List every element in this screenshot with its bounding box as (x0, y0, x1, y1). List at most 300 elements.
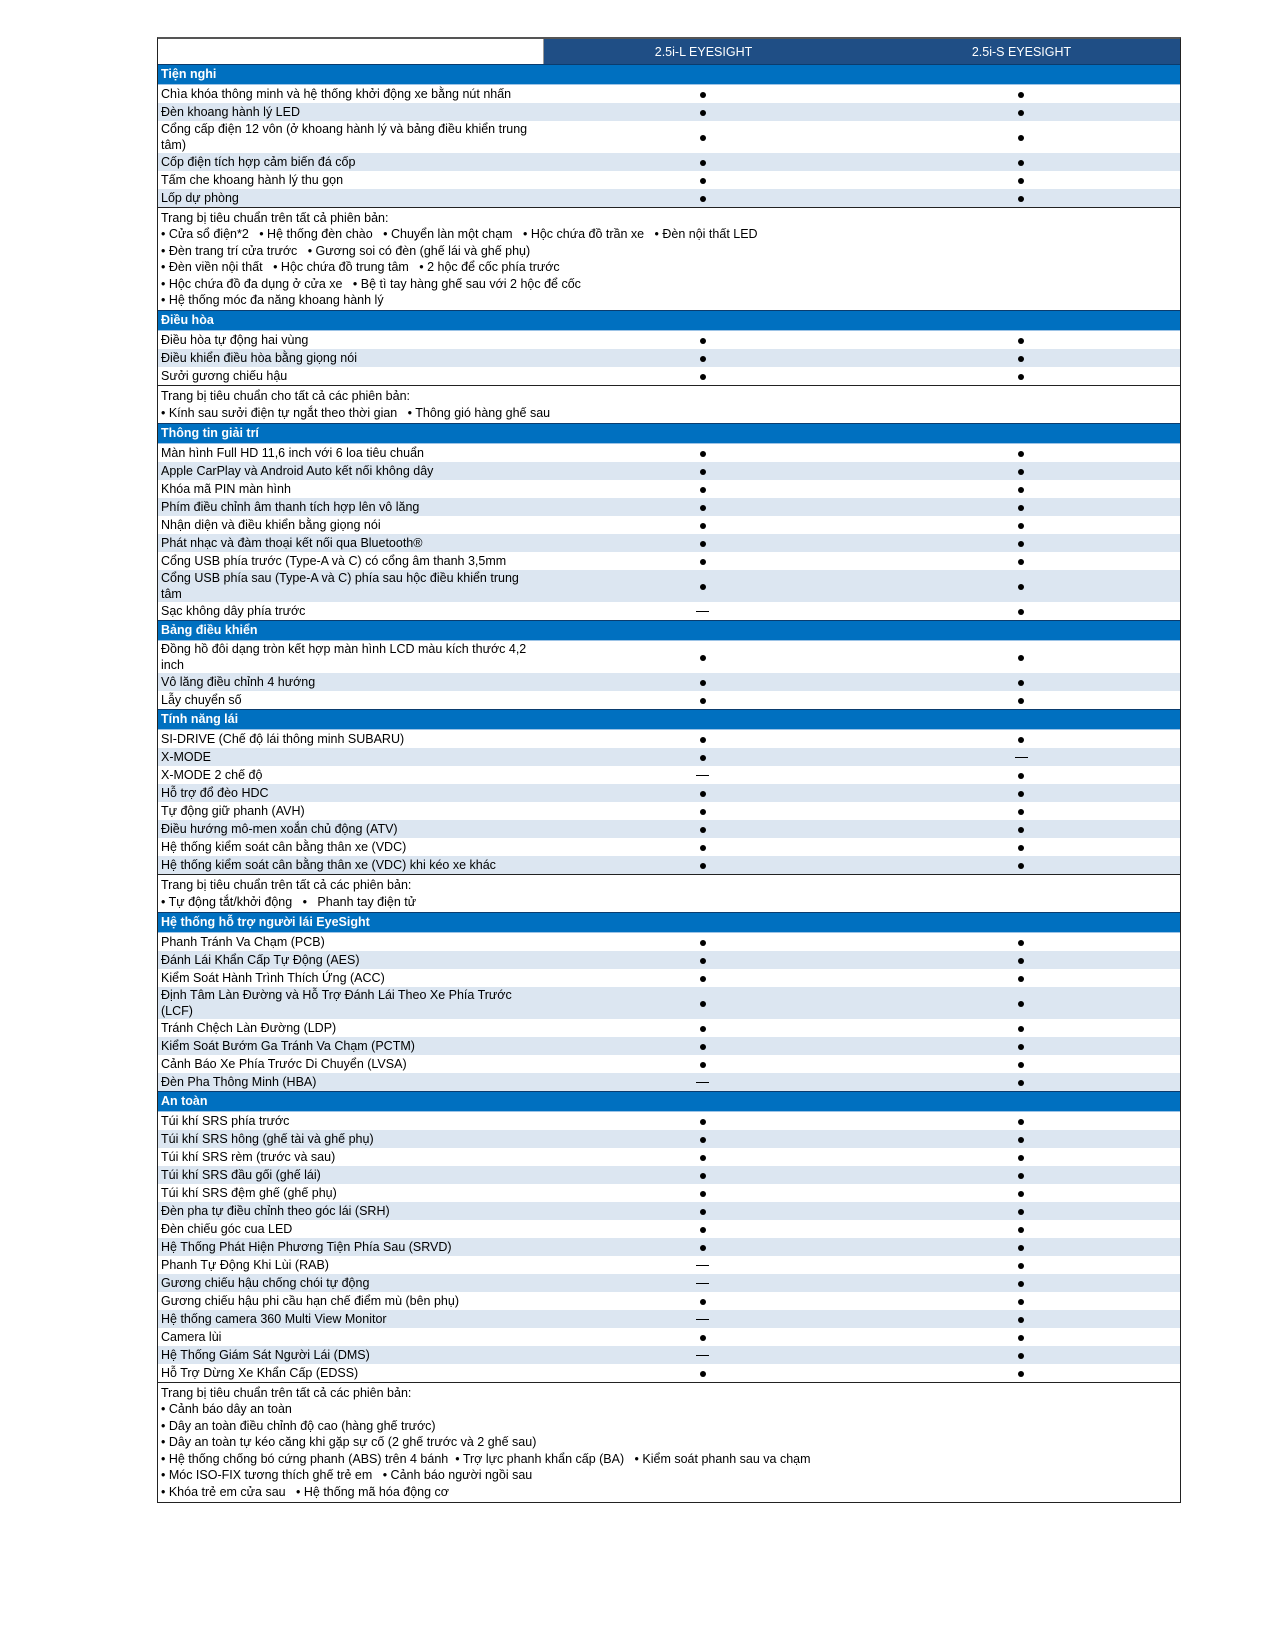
feature-label: Lẫy chuyển số (161, 693, 242, 708)
trim-s-cell (862, 1294, 1180, 1308)
feature-label: Điều khiển điều hòa bằng giọng nói (161, 351, 357, 366)
available-dot-icon (700, 827, 706, 833)
trim-l-cell (543, 822, 862, 836)
table-row (158, 462, 1180, 480)
feature-label: Sạc không dây phía trước (161, 604, 306, 619)
feature-label: Túi khí SRS đầu gối (ghế lái) (161, 1168, 321, 1183)
table-row (158, 331, 1180, 349)
table-row (158, 189, 1180, 207)
available-dot-icon (700, 160, 706, 166)
table-row (158, 1166, 1180, 1184)
available-dot-icon (700, 451, 706, 457)
available-dot-icon (1018, 1026, 1024, 1032)
feature-label: Kiểm Soát Hành Trình Thích Ứng (ACC) (161, 971, 385, 986)
standard-note-item: • Tự động tắt/khởi động • Phanh tay điện tử (161, 894, 417, 909)
trim-s-cell (862, 579, 1180, 593)
available-dot-icon (1018, 541, 1024, 547)
available-dot-icon (1018, 845, 1024, 851)
trim-s-cell (862, 822, 1180, 836)
available-dot-icon (1018, 1317, 1024, 1323)
trim-s-cell (862, 604, 1180, 618)
table-row (158, 730, 1180, 748)
feature-label: Cốp điện tích hợp cảm biến đá cốp (161, 155, 356, 169)
trim-s-cell (862, 1186, 1180, 1200)
feature-label: Hệ thống kiểm soát cân bằng thân xe (VDC) khi kéo xe khác (161, 858, 496, 873)
standard-note-title: Trang bị tiêu chuẩn trên tất cả các phiên bản: (161, 1386, 412, 1401)
available-dot-icon (700, 958, 706, 964)
feature-label: Điều hòa tự động hai vùng (161, 333, 309, 348)
feature-label: Apple CarPlay và Android Auto kết nối không dây (161, 464, 434, 479)
table-row (158, 1220, 1180, 1238)
available-dot-icon (1018, 1044, 1024, 1050)
trim-l-cell (543, 1186, 862, 1200)
trim-l-cell (543, 1075, 862, 1089)
table-row (158, 103, 1180, 121)
available-dot-icon (1018, 92, 1024, 98)
standard-note-title: Trang bị tiêu chuẩn cho tất cả các phiên bản: (161, 389, 411, 404)
available-dot-icon (1018, 1335, 1024, 1341)
table-row (158, 1310, 1180, 1328)
trim-l-cell (543, 1240, 862, 1254)
standard-note-item: • Khóa trẻ em cửa sau • Hệ thống mã hóa động cơ (161, 1484, 449, 1499)
feature-label: Gương chiếu hậu phi cầu hạn chế điểm mù (bên phụ) (161, 1294, 459, 1309)
available-dot-icon (700, 1299, 706, 1305)
available-dot-icon (700, 755, 706, 761)
trim-l-cell (543, 369, 862, 383)
available-dot-icon (700, 487, 706, 493)
table-body (158, 64, 1180, 1502)
available-dot-icon (1018, 160, 1024, 166)
available-dot-icon (700, 1044, 706, 1050)
available-dot-icon (1018, 1299, 1024, 1305)
table-row (158, 748, 1180, 766)
available-dot-icon (700, 737, 706, 743)
table-row (158, 85, 1180, 103)
trim-l-cell (543, 1330, 862, 1344)
feature-label: Cổng cấp điện 12 vôn (ở khoang hành lý và bảng điều khiển trung tâm) (161, 122, 528, 152)
trim-l-cell (543, 1294, 862, 1308)
trim-l-cell (543, 446, 862, 460)
available-dot-icon (1018, 1119, 1024, 1125)
feature-label: Nhận diện và điều khiển bằng giọng nói (161, 518, 381, 533)
table-row (158, 1274, 1180, 1292)
feature-label: Chìa khóa thông minh và hệ thống khởi động xe bằng nút nhấn (161, 87, 512, 101)
not-available-dash-icon (696, 1355, 709, 1356)
available-dot-icon (1018, 698, 1024, 704)
feature-label: Lốp dự phòng (161, 191, 239, 205)
trim-s-cell (862, 464, 1180, 478)
table-row (158, 933, 1180, 951)
table-row (158, 1328, 1180, 1346)
feature-label: Hỗ trợ đổ đèo HDC (161, 786, 269, 801)
feature-label: Định Tâm Làn Đường và Hỗ Trợ Đánh Lái Theo Xe Phía Trước (LCF) (161, 988, 512, 1019)
available-dot-icon (700, 110, 706, 116)
available-dot-icon (700, 809, 706, 815)
available-dot-icon (700, 92, 706, 98)
trim-s-cell (862, 130, 1180, 144)
table-row (158, 856, 1180, 874)
available-dot-icon (700, 863, 706, 869)
standard-note-title: Trang bị tiêu chuẩn trên tất cả các phiên bản: (161, 878, 412, 893)
feature-label: Túi khí SRS đệm ghế (ghế phụ) (161, 1186, 337, 1201)
feature-label: Khóa mã PIN màn hình (161, 482, 291, 497)
available-dot-icon (1018, 110, 1024, 116)
available-dot-icon (1018, 863, 1024, 869)
feature-label: Điều hướng mô-men xoắn chủ động (ATV) (161, 822, 398, 837)
not-available-dash-icon (1015, 757, 1028, 758)
available-dot-icon (700, 1245, 706, 1251)
available-dot-icon (700, 374, 706, 380)
available-dot-icon (700, 559, 706, 565)
feature-label: Gương chiếu hậu chống chói tự động (161, 1276, 370, 1291)
feature-label: Đánh Lái Khẩn Cấp Tự Động (AES) (161, 953, 360, 968)
available-dot-icon (700, 1155, 706, 1161)
available-dot-icon (700, 469, 706, 475)
feature-label: Màn hình Full HD 11,6 inch với 6 loa tiêu chuẩn (161, 446, 424, 461)
table-row (158, 1055, 1180, 1073)
table-row (158, 691, 1180, 709)
table-row (158, 673, 1180, 691)
available-dot-icon (700, 1026, 706, 1032)
trim-s-cell (862, 333, 1180, 347)
trim-l-cell (543, 750, 862, 764)
trim-l-cell (543, 935, 862, 949)
available-dot-icon (1018, 1227, 1024, 1233)
available-dot-icon (1018, 135, 1024, 141)
section-header: Hệ thống hỗ trợ người lái EyeSight (158, 912, 1180, 933)
trim-s-cell (862, 500, 1180, 514)
available-dot-icon (1018, 773, 1024, 779)
trim-l-cell (543, 1222, 862, 1236)
trim-s-cell (862, 446, 1180, 460)
available-dot-icon (1018, 469, 1024, 475)
section-header: An toàn (158, 1091, 1180, 1112)
table-row (158, 1073, 1180, 1091)
trim-l-cell (543, 858, 862, 872)
available-dot-icon (700, 1001, 706, 1007)
trim-l-cell (543, 971, 862, 985)
feature-label: X-MODE (161, 750, 211, 765)
section-header: Điều hòa (158, 310, 1180, 331)
trim-l-cell (543, 953, 862, 967)
table-row (158, 349, 1180, 367)
trim-s-cell (862, 650, 1180, 664)
trim-s-cell (862, 732, 1180, 746)
feature-label: Hệ Thống Phát Hiện Phương Tiện Phía Sau (SRVD) (161, 1240, 452, 1255)
section-header: Tính năng lái (158, 709, 1180, 730)
available-dot-icon (1018, 655, 1024, 661)
available-dot-icon (1018, 505, 1024, 511)
available-dot-icon (1018, 523, 1024, 529)
trim-s-cell (862, 1312, 1180, 1326)
trim-s-cell (862, 1222, 1180, 1236)
available-dot-icon (1018, 559, 1024, 565)
trim-s-cell (862, 105, 1180, 119)
standard-note-item: • Cửa sổ điện*2 • Hệ thống đèn chào • Chuyển làn một chạm • Hộc chứa đồ trần xe • Đèn nội thất LED (161, 227, 758, 242)
trim-s-cell (862, 1168, 1180, 1182)
table-row (158, 1019, 1180, 1037)
table-row (158, 171, 1180, 189)
table-row (158, 987, 1180, 1019)
not-available-dash-icon (696, 1082, 709, 1083)
trim-s-cell (862, 1150, 1180, 1164)
trim-l-cell (543, 1348, 862, 1362)
section-header: Bảng điều khiển (158, 620, 1180, 641)
standard-note-item: • Hệ thống móc đa năng khoang hành lý (161, 293, 384, 308)
table-row (158, 1256, 1180, 1274)
feature-label: Vô lăng điều chỉnh 4 hướng (161, 675, 316, 690)
trim-l-cell (543, 840, 862, 854)
trim-s-cell (862, 554, 1180, 568)
feature-label: Cổng USB phía sau (Type-A và C) phía sau hộc điều khiển trung tâm (161, 571, 519, 602)
available-dot-icon (1018, 374, 1024, 380)
trim-l-cell (543, 1204, 862, 1218)
standard-note-item: • Đèn trang trí cửa trước • Gương soi có đèn (ghế lái và ghế phụ) (161, 243, 531, 258)
not-available-dash-icon (696, 775, 709, 776)
standard-equipment-note (158, 385, 1180, 423)
table-row (158, 1364, 1180, 1382)
available-dot-icon (700, 505, 706, 511)
available-dot-icon (1018, 1137, 1024, 1143)
available-dot-icon (1018, 1245, 1024, 1251)
feature-label: Đèn khoang hành lý LED (161, 105, 300, 119)
feature-label: Camera lùi (161, 1330, 222, 1345)
feature-label: Tránh Chệch Làn Đường (LDP) (161, 1021, 337, 1036)
available-dot-icon (700, 541, 706, 547)
table-row (158, 480, 1180, 498)
standard-note-item: • Dây an toàn điều chỉnh độ cao (hàng ghế trước) (161, 1418, 436, 1433)
trim-s-cell (862, 536, 1180, 550)
table-row (158, 121, 1180, 153)
trim-s-cell (862, 1258, 1180, 1272)
available-dot-icon (700, 655, 706, 661)
trim-l-cell (543, 1276, 862, 1290)
available-dot-icon (1018, 737, 1024, 743)
available-dot-icon (1018, 976, 1024, 982)
trim-l-cell (543, 1312, 862, 1326)
trim-s-cell (862, 1330, 1180, 1344)
trim-s-cell (862, 786, 1180, 800)
available-dot-icon (1018, 940, 1024, 946)
available-dot-icon (1018, 196, 1024, 202)
trim-l-cell (543, 333, 862, 347)
table-row (158, 766, 1180, 784)
trim-s-cell (862, 953, 1180, 967)
table-row (158, 552, 1180, 570)
available-dot-icon (1018, 451, 1024, 457)
trim-s-cell (862, 935, 1180, 949)
table-row (158, 444, 1180, 462)
table-row (158, 784, 1180, 802)
trim-s-cell (862, 675, 1180, 689)
available-dot-icon (1018, 1209, 1024, 1215)
standard-note-title: Trang bị tiêu chuẩn trên tất cả phiên bản: (161, 211, 389, 225)
table-row (158, 1292, 1180, 1310)
feature-label: Tự động giữ phanh (AVH) (161, 804, 305, 819)
feature-label: Hệ thống kiểm soát cân bằng thân xe (VDC) (161, 840, 407, 855)
available-dot-icon (1018, 487, 1024, 493)
available-dot-icon (700, 1335, 706, 1341)
table-row (158, 1130, 1180, 1148)
feature-label: Đèn chiếu góc cua LED (161, 1222, 293, 1237)
trim-s-cell (862, 840, 1180, 854)
trim-l-cell (543, 500, 862, 514)
trim-l-cell (543, 604, 862, 618)
available-dot-icon (700, 584, 706, 590)
available-dot-icon (1018, 1155, 1024, 1161)
standard-note-item: • Móc ISO-FIX tương thích ghế trẻ em • Cảnh báo người ngồi sau (161, 1468, 533, 1483)
table-row (158, 969, 1180, 987)
trim-s-cell (862, 518, 1180, 532)
trim-s-cell (862, 1348, 1180, 1362)
not-available-dash-icon (696, 1319, 709, 1320)
feature-label: SI-DRIVE (Chế độ lái thông minh SUBARU) (161, 732, 405, 747)
available-dot-icon (700, 1191, 706, 1197)
available-dot-icon (1018, 1281, 1024, 1287)
feature-label: Sưởi gương chiếu hậu (161, 369, 288, 384)
standard-note-item: • Hệ thống chống bó cứng phanh (ABS) trên 4 bánh • Trợ lực phanh khẩn cấp (BA) • Kiểm soát phanh sau va chạm (161, 1451, 811, 1466)
feature-label: Cổng USB phía trước (Type-A và C) có cổng âm thanh 3,5mm (161, 554, 507, 569)
available-dot-icon (1018, 178, 1024, 184)
trim-l-cell (543, 155, 862, 169)
table-row (158, 367, 1180, 385)
section-header: Thông tin giải trí (158, 423, 1180, 444)
trim-l-cell (543, 518, 862, 532)
table-header (158, 39, 1180, 64)
feature-label: Đèn Pha Thông Minh (HBA) (161, 1075, 317, 1090)
available-dot-icon (700, 1371, 706, 1377)
available-dot-icon (1018, 356, 1024, 362)
available-dot-icon (1018, 1263, 1024, 1269)
feature-label: Túi khí SRS rèm (trước và sau) (161, 1150, 336, 1165)
available-dot-icon (1018, 1371, 1024, 1377)
available-dot-icon (1018, 1191, 1024, 1197)
feature-label: Phanh Tránh Va Chạm (PCB) (161, 935, 325, 950)
trim-l-cell (543, 105, 862, 119)
available-dot-icon (700, 1209, 706, 1215)
trim-s-cell (862, 369, 1180, 383)
feature-label: X-MODE 2 chế độ (161, 768, 263, 783)
trim-l-cell (543, 87, 862, 101)
trim-l-cell (543, 130, 862, 144)
header-trim-l: 2.5i-L EYESIGHT (544, 39, 863, 64)
table-row (158, 838, 1180, 856)
table-row (158, 602, 1180, 620)
standard-equipment-note (158, 874, 1180, 912)
table-row (158, 1238, 1180, 1256)
table-row (158, 1184, 1180, 1202)
available-dot-icon (1018, 809, 1024, 815)
trim-l-cell (543, 732, 862, 746)
standard-note-item: • Dây an toàn tự kéo căng khi gặp sự cố (2 ghế trước và 2 ghế sau) (161, 1435, 537, 1450)
feature-label: Đồng hồ đôi dạng tròn kết hợp màn hình LCD màu kích thước 4,2 inch (161, 642, 527, 673)
standard-equipment-note (158, 207, 1180, 310)
available-dot-icon (700, 1173, 706, 1179)
table-row (158, 1202, 1180, 1220)
trim-s-cell (862, 87, 1180, 101)
trim-s-cell (862, 1057, 1180, 1071)
table-row (158, 534, 1180, 552)
feature-label: Cảnh Báo Xe Phía Trước Di Chuyển (LVSA) (161, 1057, 407, 1072)
available-dot-icon (1018, 1001, 1024, 1007)
trim-s-cell (862, 1366, 1180, 1380)
table-row (158, 570, 1180, 602)
available-dot-icon (1018, 680, 1024, 686)
table-row (158, 802, 1180, 820)
available-dot-icon (700, 356, 706, 362)
trim-l-cell (543, 191, 862, 205)
trim-s-cell (862, 1204, 1180, 1218)
available-dot-icon (700, 196, 706, 202)
feature-label: Hệ Thống Giám Sát Người Lái (DMS) (161, 1348, 370, 1363)
available-dot-icon (700, 523, 706, 529)
standard-note-item: • Cảnh báo dây an toàn (161, 1402, 292, 1417)
available-dot-icon (1018, 1173, 1024, 1179)
trim-l-cell (543, 1114, 862, 1128)
trim-s-cell (862, 351, 1180, 365)
trim-l-cell (543, 675, 862, 689)
trim-l-cell (543, 173, 862, 187)
trim-s-cell (862, 1276, 1180, 1290)
trim-s-cell (862, 996, 1180, 1010)
trim-s-cell (862, 693, 1180, 707)
available-dot-icon (700, 178, 706, 184)
available-dot-icon (1018, 1062, 1024, 1068)
feature-label: Đèn pha tự điều chỉnh theo góc lái (SRH) (161, 1204, 390, 1219)
available-dot-icon (1018, 827, 1024, 833)
trim-s-cell (862, 482, 1180, 496)
standard-note-item: • Hộc chứa đồ đa dụng ở cửa xe • Bệ tì tay hàng ghế sau với 2 hộc để cốc (161, 276, 581, 291)
table-row (158, 1346, 1180, 1364)
feature-label: Hỗ Trợ Dừng Xe Khẩn Cấp (EDSS) (161, 1366, 359, 1381)
trim-l-cell (543, 464, 862, 478)
available-dot-icon (1018, 338, 1024, 344)
feature-label: Túi khí SRS phía trước (161, 1114, 290, 1129)
available-dot-icon (700, 845, 706, 851)
table-row (158, 641, 1180, 673)
trim-l-cell (543, 1168, 862, 1182)
table-row (158, 153, 1180, 171)
trim-s-cell (862, 1075, 1180, 1089)
not-available-dash-icon (696, 1265, 709, 1266)
spec-table (157, 37, 1181, 1503)
trim-l-cell (543, 1150, 862, 1164)
available-dot-icon (700, 1119, 706, 1125)
trim-l-cell (543, 804, 862, 818)
trim-l-cell (543, 1366, 862, 1380)
available-dot-icon (700, 680, 706, 686)
trim-s-cell (862, 191, 1180, 205)
trim-l-cell (543, 1039, 862, 1053)
trim-l-cell (543, 693, 862, 707)
trim-s-cell (862, 1114, 1180, 1128)
feature-label: Kiểm Soát Bướm Ga Tránh Va Chạm (PCTM) (161, 1039, 415, 1054)
trim-s-cell (862, 1021, 1180, 1035)
trim-l-cell (543, 1258, 862, 1272)
standard-note-item: • Kính sau sưởi điện tự ngắt theo thời gian • Thông gió hàng ghế sau (161, 405, 551, 420)
available-dot-icon (700, 1227, 706, 1233)
table-row (158, 951, 1180, 969)
available-dot-icon (700, 698, 706, 704)
trim-s-cell (862, 173, 1180, 187)
trim-l-cell (543, 1132, 862, 1146)
available-dot-icon (1018, 609, 1024, 615)
available-dot-icon (1018, 791, 1024, 797)
trim-l-cell (543, 536, 862, 550)
table-row (158, 1037, 1180, 1055)
table-row (158, 516, 1180, 534)
trim-l-cell (543, 579, 862, 593)
